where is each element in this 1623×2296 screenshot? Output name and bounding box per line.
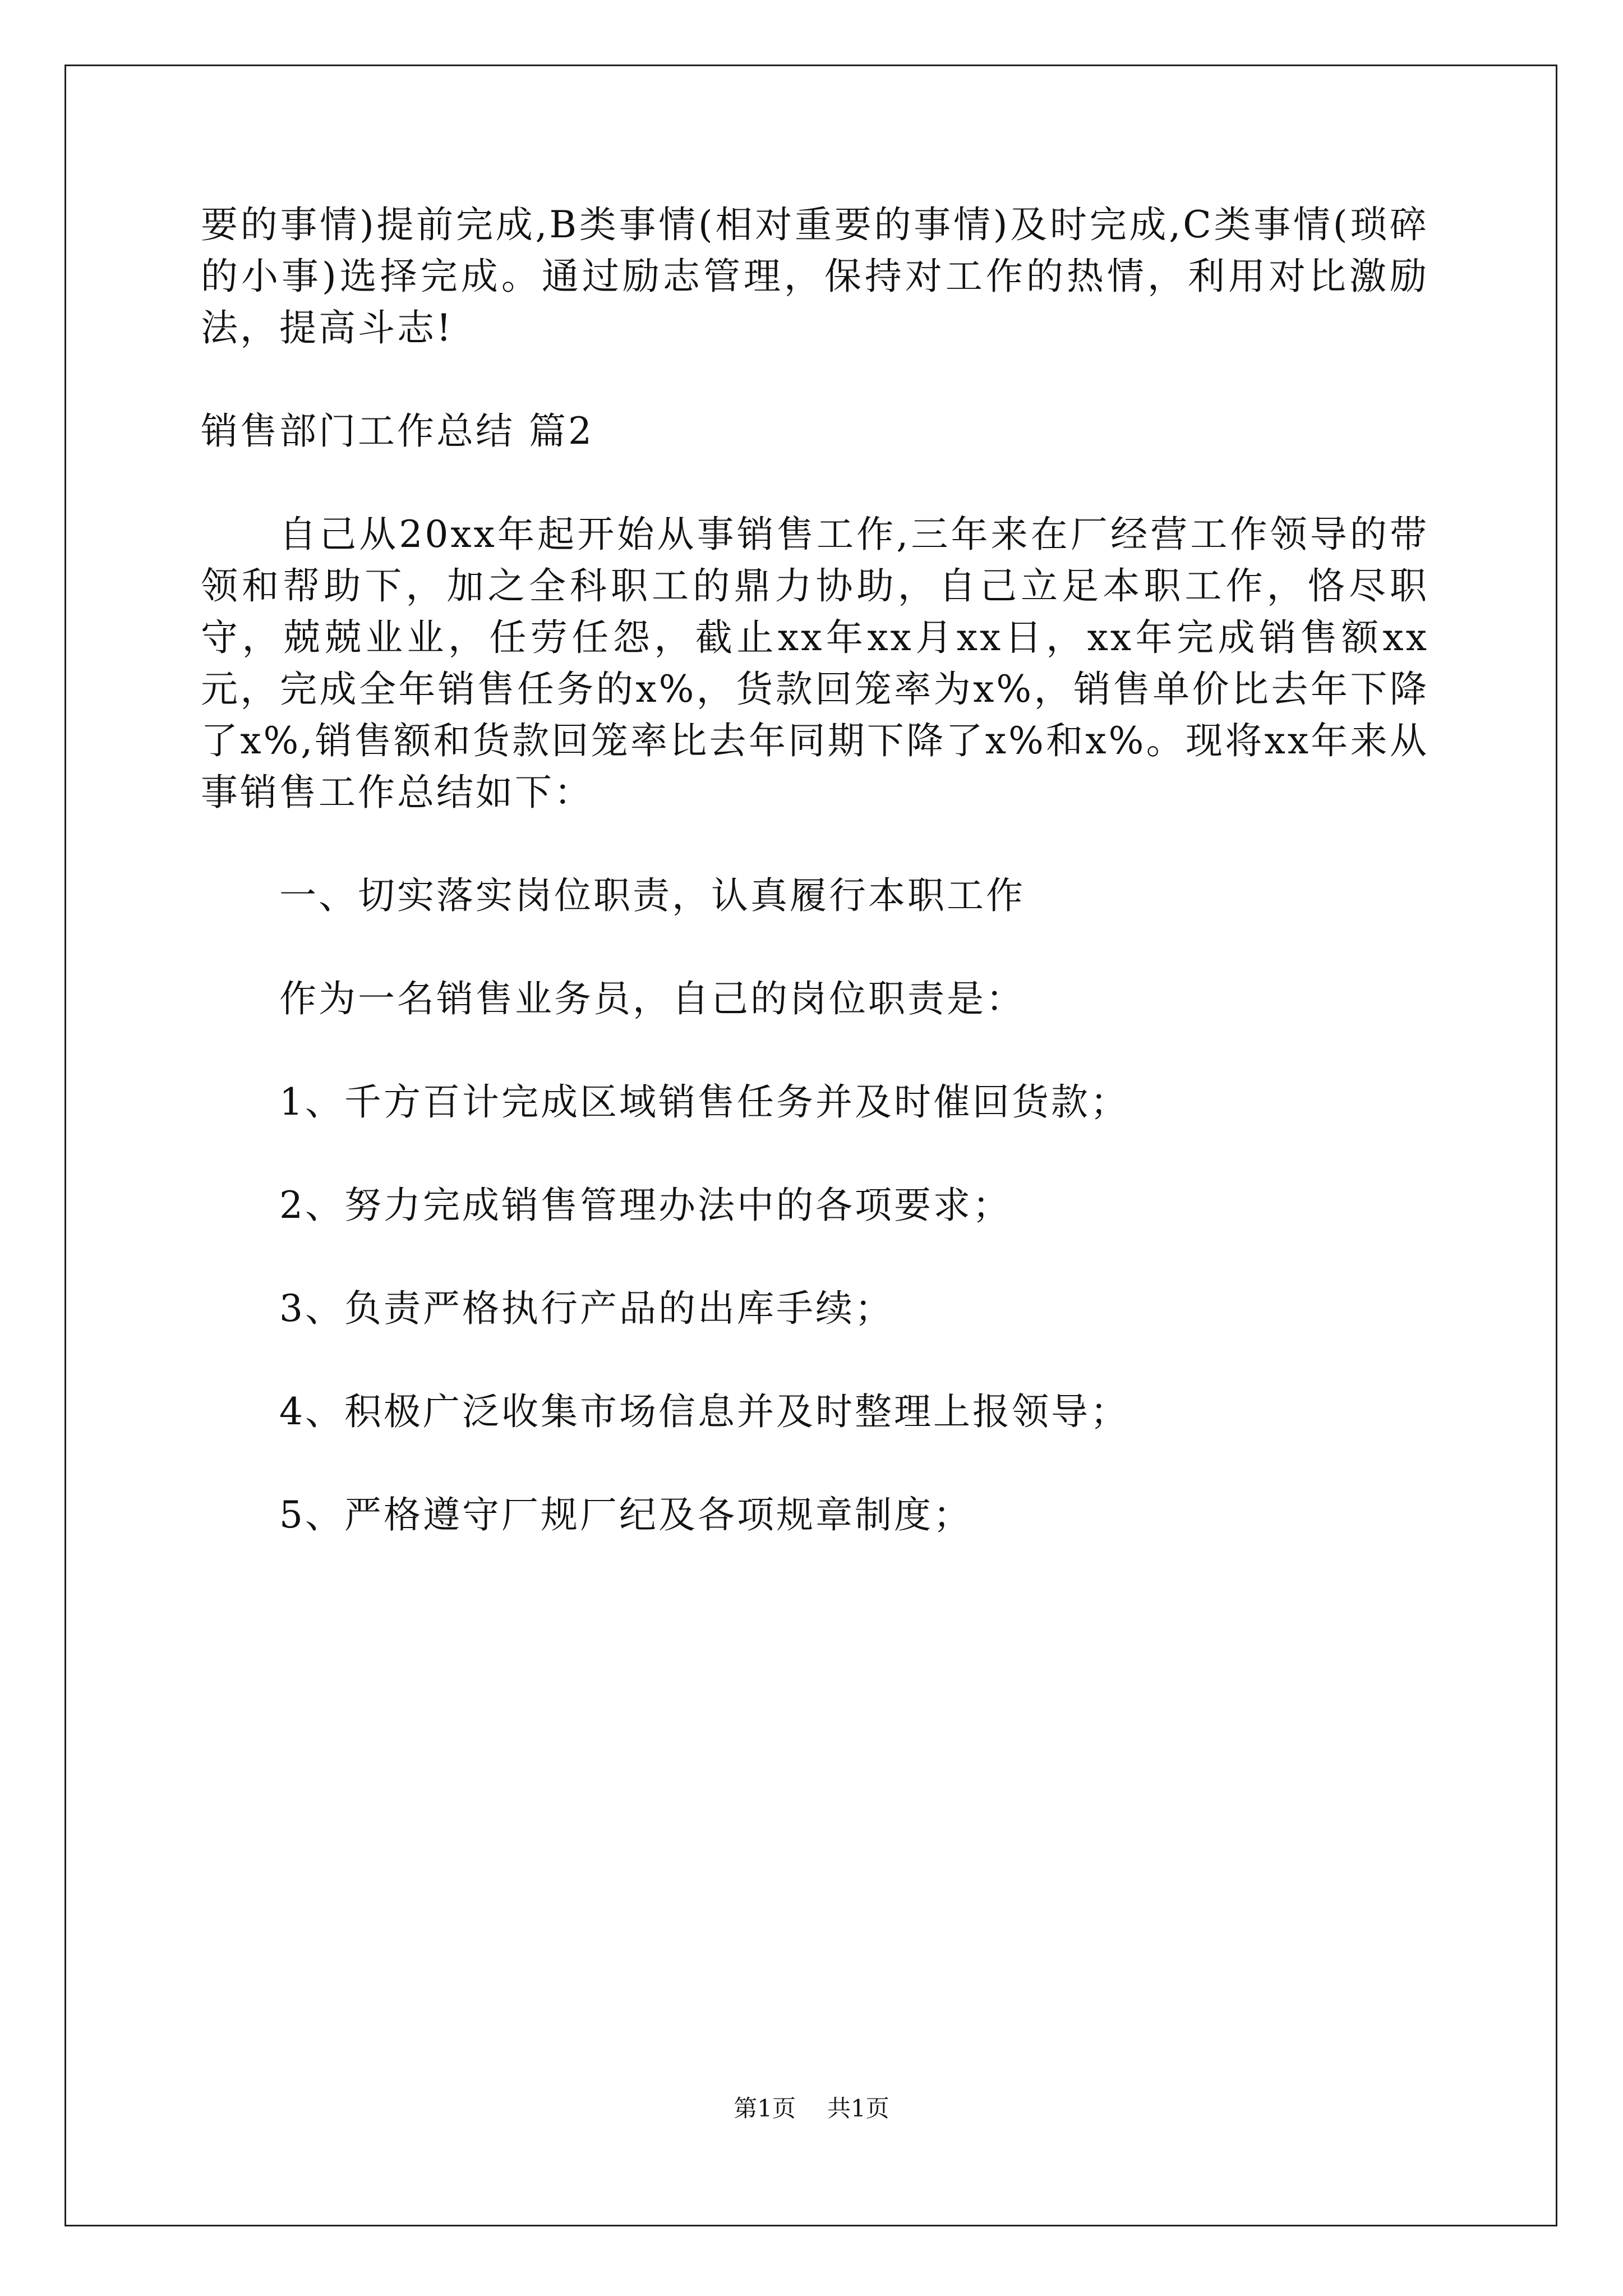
list-item: 4、积极广泛收集市场信息并及时整理上报领导； bbox=[279, 1390, 1129, 1433]
section-title: 销售部门工作总结 篇2 bbox=[201, 409, 594, 453]
subsection-heading: 一、切实落实岗位职责，认真履行本职工作 bbox=[279, 874, 1025, 917]
paragraph-intro: 自己从20xx年起开始从事销售工作,三年来在厂经营工作领导的带领和帮助下，加之全科职工的鼎力协助，自己立足本职工作，恪尽职守，兢兢业业，任劳任怨，截止xx年xx月xx日，xx年完成销售额xx元，完成全年销售任务的x%，货款回笼率为x%，销售单价比去年下降了x%,销售额和货款回笼率比去年同期下降了x%和x%。现将xx年来从事销售工作总结如下： bbox=[201, 513, 1429, 814]
page-total: 共1页 bbox=[827, 2095, 889, 2122]
list-item: 3、负责严格执行产品的出库手续； bbox=[279, 1287, 894, 1330]
document-body bbox=[201, 199, 1429, 1593]
page-footer bbox=[0, 2093, 1623, 2124]
page-number: 第1页 bbox=[734, 2095, 796, 2122]
list-item: 5、严格遵守厂规厂纪及各项规章制度； bbox=[279, 1493, 972, 1536]
paragraph-continuation: 要的事情)提前完成,B类事情(相对重要的事情)及时完成,C类事情(琐碎的小事)选择完成。通过励志管理，保持对工作的热情，利用对比激励法，提高斗志! bbox=[201, 203, 1429, 349]
list-item: 1、千方百计完成区域销售任务并及时催回货款； bbox=[279, 1080, 1129, 1124]
list-item: 2、努力完成销售管理办法中的各项要求； bbox=[279, 1184, 1012, 1227]
paragraph-duties-intro: 作为一名销售业务员，自己的岗位职责是： bbox=[279, 977, 1025, 1020]
